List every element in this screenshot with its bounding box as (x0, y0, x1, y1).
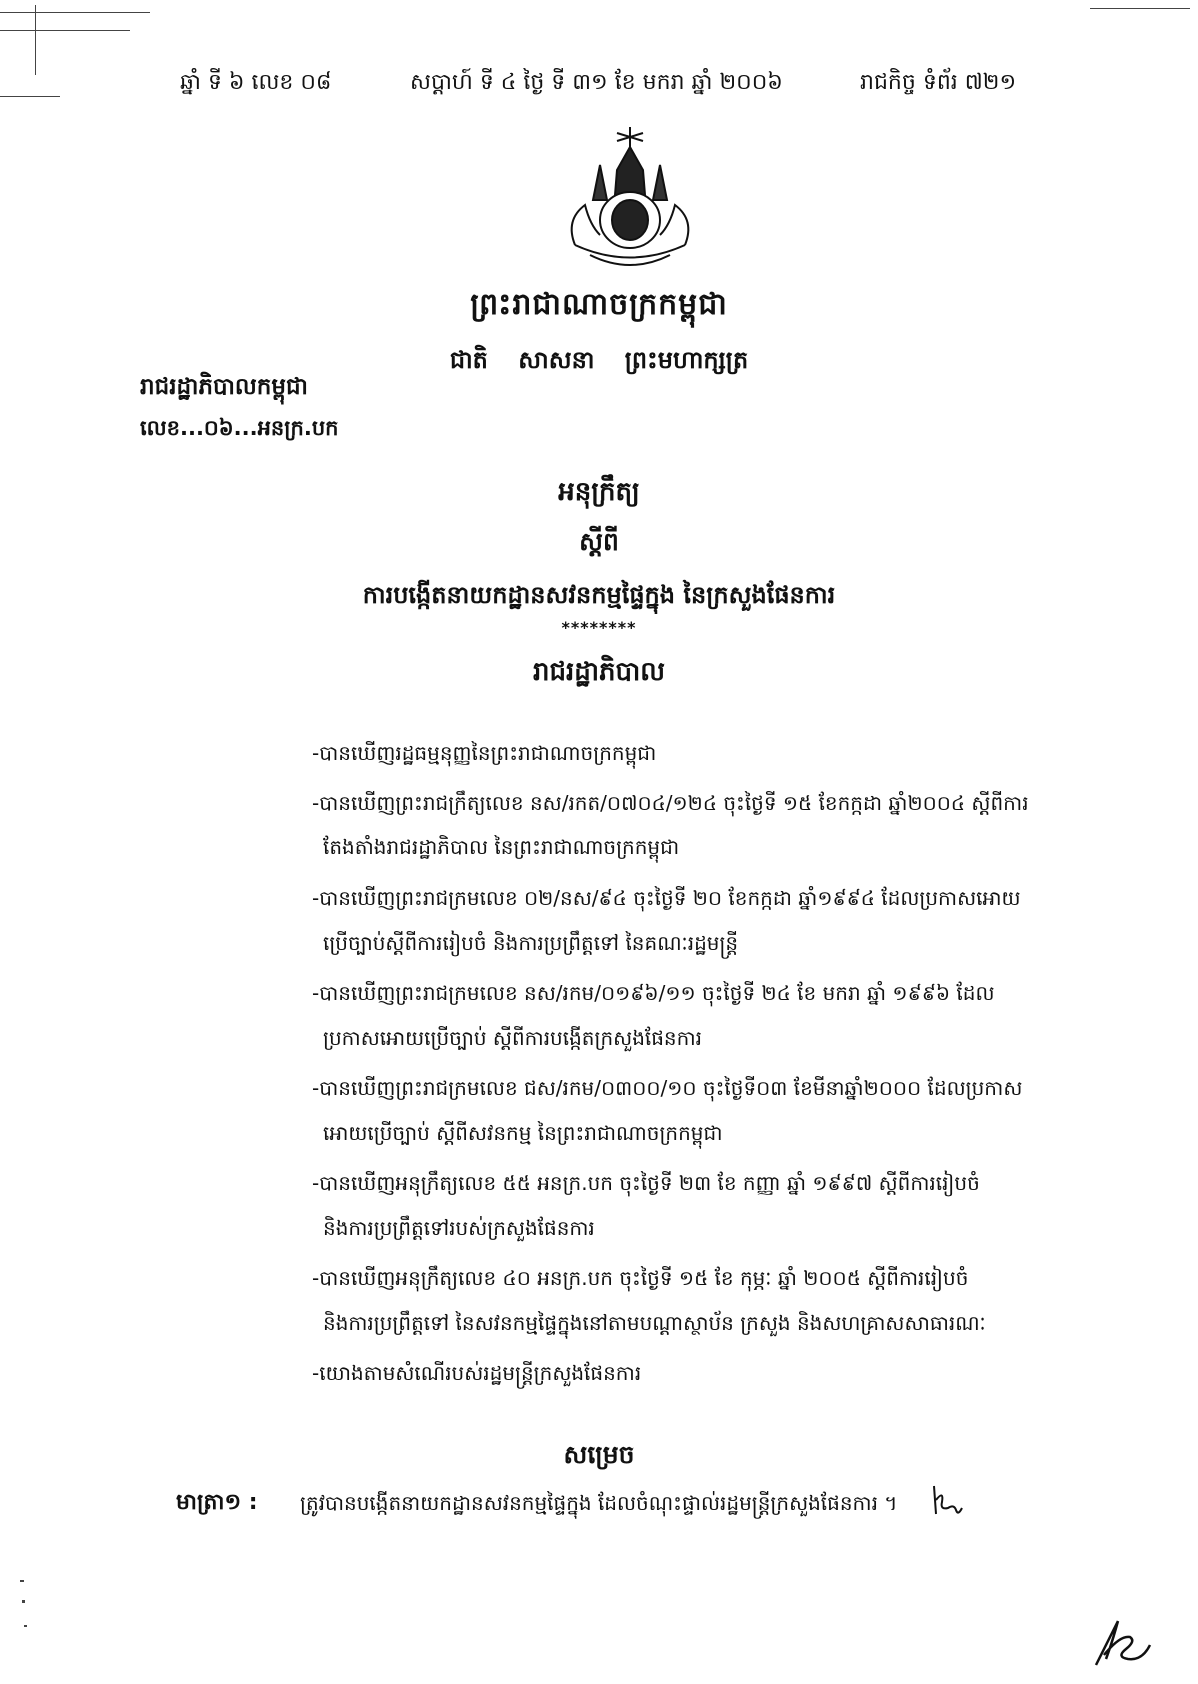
preamble-line: -បានឃើញអនុក្រឹត្យលេខ ៤០ អនក្រ.បក ចុះថ្ងៃទី ១៥ ខែ កុម្ភៈ ឆ្នាំ ២០០៥ ស្តីពីការរៀបចំ (312, 1266, 969, 1290)
preamble-line: -បានឃើញព្រះរាជក្រមលេខ ០២/នស/៩៤ ចុះថ្ងៃទី ២០ ខែកក្កដា ឆ្នាំ១៩៩៤ ដែលប្រកាសអោយ (312, 886, 1021, 910)
preamble-line: ប្រកាសអោយប្រើច្បាប់ ស្តីពីការបង្កើតក្រសួងផែនការ (323, 1026, 703, 1050)
scan-artifact (0, 12, 150, 13)
preamble-line: -បានឃើញរដ្ឋធម្មនុញ្ញនៃព្រះរាជាណាចក្រកម្ពុជា (312, 741, 657, 765)
preamble-line: តែងតាំងរាជរដ្ឋាភិបាល នៃព្រះរាជាណាចក្រកម្ពុជា (323, 835, 680, 859)
preamble-line: និងការប្រព្រឹត្តទៅ នៃសវនកម្មផ្ទៃក្នុងនៅតាមបណ្តាស្ថាប័ន ក្រសួង និងសហគ្រាសសាធារណៈ (323, 1311, 986, 1335)
scan-artifact (24, 1625, 27, 1627)
preamble-line: និងការប្រព្រឹត្តទៅរបស់ក្រសួងផែនការ (323, 1216, 595, 1240)
scan-artifact (22, 1600, 25, 1603)
document-number: លេខ...០៦...អនក្រ.បក (140, 416, 339, 440)
article-label: មាត្រា១ : (176, 1490, 258, 1515)
kingdom-name: ព្រះរាជាណាចក្រកម្ពុជា (470, 287, 728, 322)
document-subject: ការបង្កើតនាយកដ្ឋានសវនកម្មផ្ទៃក្នុង នៃក្រសួងផែនការ (362, 581, 836, 609)
preamble-line: អោយប្រើច្បាប់ ស្តីពីសវនកម្ម នៃព្រះរាជាណាចក្រកម្ពុជា (323, 1121, 723, 1145)
header-gazette-page: រាជកិច្ច ទំព័រ ៧២១ (860, 70, 1017, 95)
handwritten-initial-icon (930, 1480, 966, 1520)
scan-artifact (0, 30, 130, 31)
issuer-heading: រាជរដ្ឋាភិបាល (532, 657, 666, 687)
preamble-line: -បានឃើញព្រះរាជក្រឹត្យលេខ នស/រកត/០៧០៤/១២៤ ចុះថ្ងៃទី ១៥ ខែកក្កដា ឆ្នាំ២០០៤ ស្តីពីការ (312, 791, 1029, 815)
scan-artifact (0, 96, 60, 97)
scan-artifact (35, 5, 36, 75)
title-separator: ******** (561, 618, 637, 637)
preamble-line: -យោងតាមសំណើរបស់រដ្ឋមន្ត្រីក្រសួងផែនការ (312, 1361, 642, 1385)
header-date-info: សប្តាហ៍ ទី ៤ ថ្ងៃ ទី ៣១ ខែ មករា ឆ្នាំ ២០០៦ (410, 70, 783, 95)
royal-coat-of-arms-icon (555, 125, 705, 275)
decision-heading: សម្រេច (563, 1440, 635, 1469)
scan-artifact (1090, 8, 1190, 9)
preamble-line: -បានឃើញព្រះរាជក្រមលេខ នស/រកម/០១៩៦/១១ ចុះថ្ងៃទី ២៤ ខែ មករា ឆ្នាំ ១៩៩៦ ដែល (312, 981, 995, 1005)
signature-icon (1090, 1615, 1160, 1670)
national-motto: ជាតិ សាសនា ព្រះមហាក្សត្រ (449, 346, 749, 374)
issuer-name: រាជរដ្ឋាភិបាលកម្ពុជា (140, 374, 308, 400)
scan-artifact (20, 1580, 24, 1582)
preamble-line: ប្រើច្បាប់ស្តីពីការរៀបចំ និងការប្រព្រឹត្តទៅ នៃគណៈរដ្ឋមន្ត្រី (323, 931, 739, 955)
document-on: ស្តីពី (579, 527, 619, 556)
article-text: ត្រូវបានបង្កើតនាយកដ្ឋានសវនកម្មផ្ទៃក្នុង ដែលចំណុះផ្ទាល់រដ្ឋមន្ត្រីក្រសួងផែនការ ។ (300, 1491, 898, 1515)
document-type: អនុក្រឹត្យ (558, 477, 640, 507)
header-issue-info: ឆ្នាំ ទី ៦ លេខ ០៨ (180, 70, 332, 95)
preamble-line: -បានឃើញអនុក្រឹត្យលេខ ៥៥ អនក្រ.បក ចុះថ្ងៃទី ២៣ ខែ កញ្ញា ឆ្នាំ ១៩៩៧ ស្តីពីការរៀបចំ (312, 1171, 980, 1195)
preamble-line: -បានឃើញព្រះរាជក្រមលេខ ជស/រកម/០៣០០/១០ ចុះថ្ងៃទី០៣ ខែមីនាឆ្នាំ២០០០ ដែលប្រកាស (312, 1076, 1023, 1100)
